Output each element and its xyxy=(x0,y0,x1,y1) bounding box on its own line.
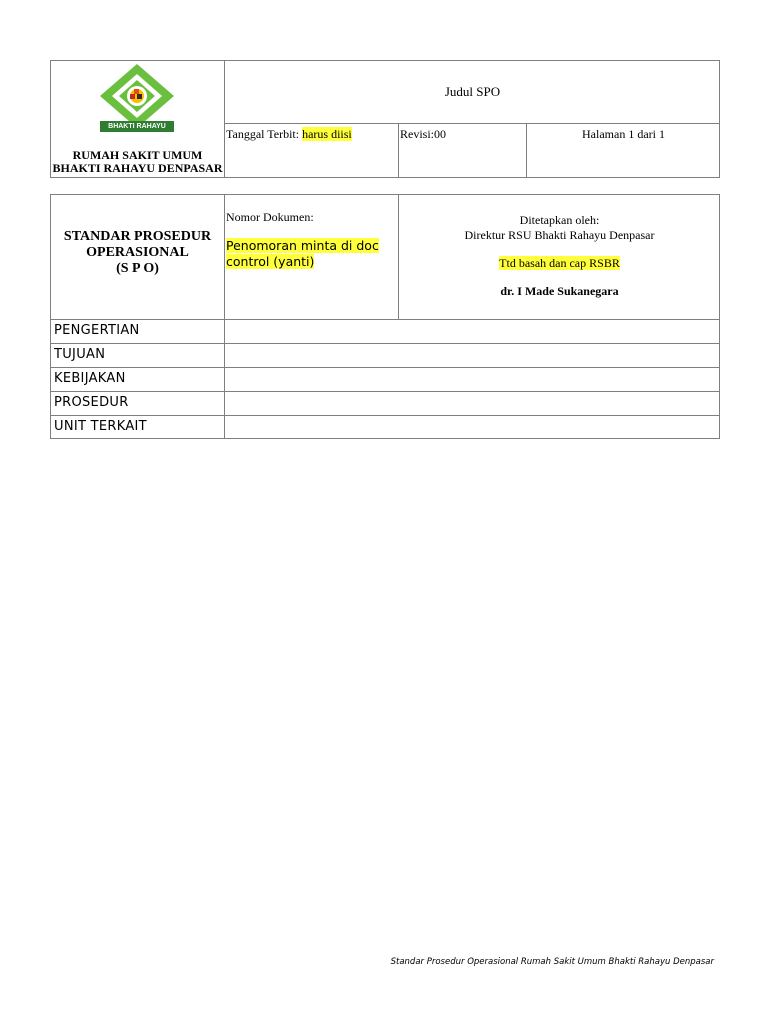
signatory-name: dr. I Made Sukanegara xyxy=(500,284,619,298)
section-label-tujuan: TUJUAN xyxy=(54,347,106,362)
revision: Revisi:00 xyxy=(400,127,447,141)
logo-banner: BHAKTI RAHAYU xyxy=(100,121,174,132)
doc-number-label: Nomor Dokumen: xyxy=(226,210,314,224)
approval-block xyxy=(399,213,720,299)
spo-title xyxy=(51,229,224,277)
section-label-pengertian: PENGERTIAN xyxy=(54,323,140,338)
doc-number-note-line2: control (yanti) xyxy=(226,254,315,269)
issue-date-label: Tanggal Terbit: xyxy=(226,127,303,141)
page-footer: Standar Prosedur Operasional Rumah Sakit Umum Bhakti Rahayu Denpasar xyxy=(390,957,714,967)
page-number: Halaman 1 dari 1 xyxy=(582,127,665,141)
doc-number-note-line1: Penomoran minta di doc xyxy=(226,238,379,253)
approved-by: Ditetapkan oleh: xyxy=(519,213,600,227)
section-label-kebijakan: KEBIJAKAN xyxy=(54,371,126,386)
director-title: Direktur RSU Bhakti Rahayu Denpasar xyxy=(464,228,655,242)
section-label-prosedur: PROSEDUR xyxy=(54,395,129,410)
document-title: Judul SPO xyxy=(444,84,501,99)
signature-note: Ttd basah dan cap RSBR xyxy=(499,256,620,270)
spo-title-line3: (S P O) xyxy=(116,261,159,276)
issue-date xyxy=(226,127,352,142)
spo-title-line1: STANDAR PROSEDUR xyxy=(63,229,212,244)
section-label-unit-terkait: UNIT TERKAIT xyxy=(54,419,147,434)
hospital-name-line1: RUMAH SAKIT UMUM xyxy=(72,148,203,162)
hospital-name-line2: BHAKTI RAHAYU DENPASAR xyxy=(52,161,223,175)
doc-number-note xyxy=(226,238,379,270)
spo-title-line2: OPERASIONAL xyxy=(86,245,189,260)
hospital-name xyxy=(51,149,224,175)
hospital-logo xyxy=(98,62,176,134)
issue-date-value: harus diisi xyxy=(302,127,352,141)
